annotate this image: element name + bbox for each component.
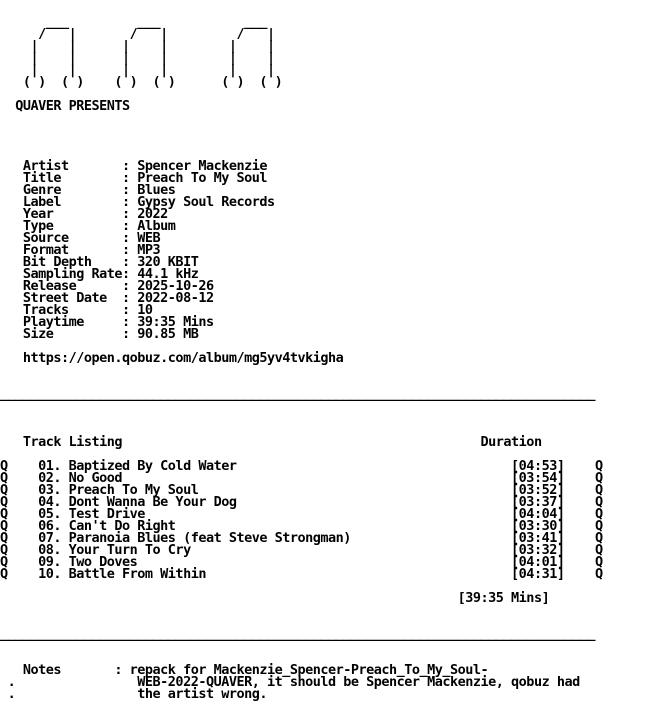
nfo-text: ___ ___ ___ / | / | / | | | | | | | | | | | | | | | | | | | ( ) ( ) ( ) ( ) ( ) ( ) QUAVER PRESENTS Artist : Spencer Mackenzie Title : Preach To My Soul Genre : Blues Label : Gypsy Soul Records Year : 2022 Type : Album Source : WEB Format : MP3 Bit Depth : 320 KBIT Sampling Rate: 44.1 kHz Release : 2025-10-26 Street Date : 2022-08-12 Tracks : 10 Playtime : 39:35 Mins Size : 90.85 MB https://open.qobuz.com/album/mg5yv4tvkigha ______________________________________________________________________________ Track Listing Duration Q 01. Baptized By Cold Water [04:53] Q Q 02. No Good [03:54] Q Q 03. Preach To My Soul [03:52] Q Q 04. Dont Wanna Be Your Dog [03:37] Q Q 05. Test Drive [04:04] Q Q 06. Can't Do Right [03:30] Q Q 07. Paranoia Blues (feat Steve Strongman) [03:41] Q Q 08. Your Turn To Cry [03:32] Q Q 09. Two Doves [04:01] Q Q 10. Battle From Within [04:31] Q [39:35 Mins] ______________________________________________________________________________ Notes : repack for Mackenzie_Spencer-Preach_To_My_Soul- . WEB-2022-QUAVER, it should be Spencer Mackenzie, qobuz had . the artist wrong. [0, 14, 603, 702]
